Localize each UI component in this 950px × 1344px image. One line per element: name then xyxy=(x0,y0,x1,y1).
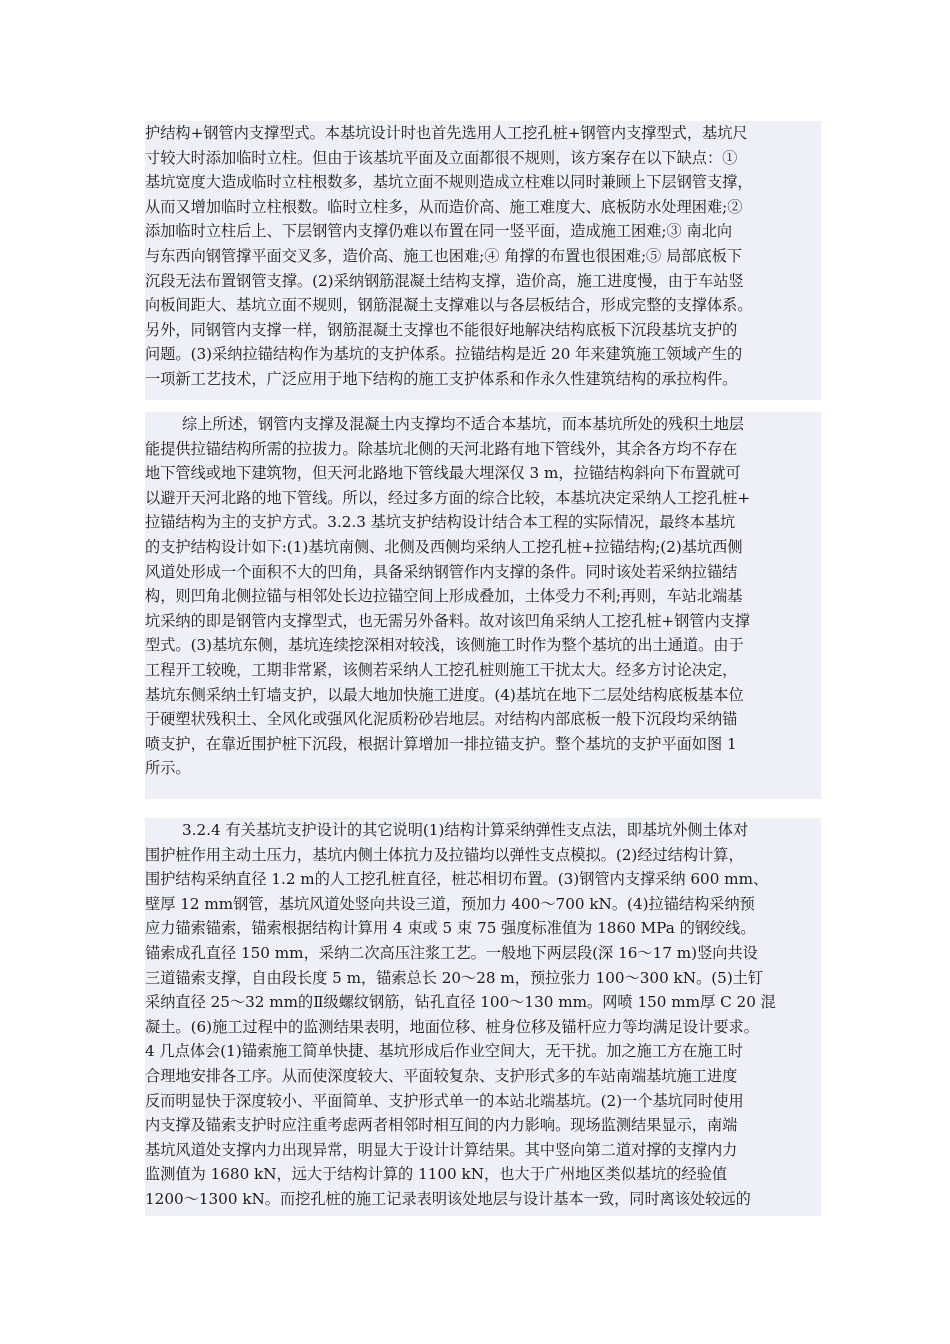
text-line: 1200～1300 kN。而挖孔桩的施工记录表明该处地层与设计基本一致，同时离该处较远的 xyxy=(145,1189,751,1208)
paragraph-2 xyxy=(145,412,821,799)
text-line: 一项新工艺技术，广泛应用于地下结构的施工支护体系和作永久性建筑结构的承拉构件。 xyxy=(145,369,738,388)
paragraph-3 xyxy=(145,818,821,1216)
text-line: 监测值为 1680 kN，远大于结构计算的 1100 kN，也大于广州地区类似基坑的经验值 xyxy=(145,1165,728,1184)
text-line: 沉段无法布置钢管支撑。(2)采纳钢筋混凝土结构支撑，造价高，施工进度慢，由于车站竖 xyxy=(145,271,744,290)
text-line: 合理地安排各工序。从而使深度较大、平面较复杂、支护形式多的车站南端基坑施工进度 xyxy=(145,1066,738,1085)
text-line: 内支撑及锚索支护时应注重考虑两者相邻时相互间的内力影响。现场监测结果显示，南端 xyxy=(145,1116,738,1135)
text-line: 基坑宽度大造成临时立柱根数多，基坑立面不规则造成立柱难以同时兼顾上下层钢管支撑， xyxy=(145,173,753,192)
text-line: 围护桩作用主动土压力，基坑内侧土体抗力及拉锚均以弹性支点模拟。(2)经过结构计算， xyxy=(145,845,744,864)
text-line: 的支护结构设计如下:(1)基坑南侧、北侧及西侧均采纳人工挖孔桩+拉锚结构;(2)基坑西侧 xyxy=(145,537,743,556)
text-line: 坑采纳的即是钢管内支撑型式，也无需另外备料。故对该凹角采纳人工挖孔桩+钢管内支撑 xyxy=(145,611,751,630)
text-line: 4 几点体会(1)锚索施工简单快捷、基坑形成后作业空间大，无干扰。加之施工方在施工时 xyxy=(145,1042,743,1061)
text-line: 从而又增加临时立柱根数。临时立柱多，从而造价高、施工难度大、底板防水处理困难;② xyxy=(145,197,743,216)
text-line: 反而明显快于深度较小、平面简单、支护形式单一的本站北端基坑。(2)一个基坑同时使用 xyxy=(145,1091,744,1110)
text-line: 所示。 xyxy=(145,759,191,778)
text-line: 拉锚结构为主的支护方式。3.2.3 基坑支护结构设计结合本工程的实际情况，最终本基坑 xyxy=(145,513,736,532)
text-line: 锚索成孔直径 150 mm，采纳二次高压注浆工艺。一般地下两层段(深 16～17 m)竖向共设 xyxy=(145,943,758,962)
text-line: 护结构+钢管内支撑型式。本基坑设计时也首先选用人工挖孔桩+钢管内支撑型式，基坑尺 xyxy=(145,124,748,142)
text-line: 地下管线或地下建筑物，但天河北路地下管线最大埋深仅 3 m，拉锚结构斜向下布置就可 xyxy=(145,464,741,483)
text-line: 风道处形成一个面积不大的凹角，具备采纳钢管作内支撑的条件。同时该处若采纳拉锚结 xyxy=(145,562,738,581)
text-line: 能提供拉锚结构所需的拉拔力。除基坑北侧的天河北路有地下管线外，其余各方均不存在 xyxy=(145,439,738,458)
text-line: 凝土。(6)施工过程中的监测结果表明，地面位移、桩身位移及锚杆应力等均满足设计要求。 xyxy=(145,1017,759,1036)
text-line: 基坑风道处支撑内力出现异常，明显大于设计计算结果。其中竖向第二道对撑的支撑内力 xyxy=(145,1140,738,1159)
text-line: 以避开天河北路的地下管线。所以，经过多方面的综合比较，本基坑决定采纳人工挖孔桩+ xyxy=(145,488,751,507)
text-line: 与东西向钢管撑平面交叉多，造价高、施工也困难;④ 角撑的布置也很困难;⑤ 局部底板下 xyxy=(145,246,743,265)
text-line: 构，则凹角北侧拉锚与相邻处长边拉锚空间上形成叠加，土体受力不利;再则，车站北端基 xyxy=(145,587,743,606)
text-line: 向板间距大、基坑立面不规则，钢筋混凝土支撑难以与各层板结合，形成完整的支撑体系。 xyxy=(145,296,753,315)
text-line: 型式。(3)基坑东侧，基坑连续挖深相对较浅，该侧施工时作为整个基坑的出土通道。由于 xyxy=(145,636,744,655)
text-line: 壁厚 12 mm钢管，基坑风道处竖向共设三道，预加力 400～700 kN。(4)拉锚结构采纳预 xyxy=(145,894,755,913)
paragraph-1 xyxy=(145,121,821,400)
text-line: 3.2.4 有关基坑支护设计的其它说明(1)结构计算采纳弹性支点法，即基坑外侧土体对 xyxy=(182,821,749,839)
text-line: 三道锚索支撑，自由段长度 5 m，锚索总长 20～28 m，预拉张力 100～300 kN。(5)土钉 xyxy=(145,968,764,987)
text-line: 应力锚索锚索，锚索根据结构计算用 4 束或 5 束 75 强度标准值为 1860 MPa 的钢绞线。 xyxy=(145,919,756,938)
text-line: 喷支护，在靠近围护桩下沉段，根据计算增加一排拉锚支护。整个基坑的支护平面如图 1 xyxy=(145,734,737,753)
text-line: 添加临时立柱后上、下层钢管内支撑仍难以布置在同一竖平面，造成施工困难;③ 南北向 xyxy=(145,222,733,241)
text-line: 综上所述，钢管内支撑及混凝土内支撑均不适合本基坑，而本基坑所处的残积土地层 xyxy=(182,415,744,433)
text-line: 围护结构采纳直径 1.2 m的人工挖孔桩直径，桩芯相切布置。(3)钢管内支撑采纳 600 mm、 xyxy=(145,870,769,889)
text-line: 基坑东侧采纳土钉墙支护，以最大地加快施工进度。(4)基坑在地下二层处结构底板基本位 xyxy=(145,685,744,704)
text-line: 于硬塑状残积土、全风化或强风化泥质粉砂岩地层。对结构内部底板一般下沉段均采纳锚 xyxy=(145,710,738,729)
text-line: 问题。(3)采纳拉锚结构作为基坑的支护体系。拉锚结构是近 20 年来建筑施工领域产生的 xyxy=(145,345,743,364)
text-line: 寸较大时添加临时立柱。但由于该基坑平面及立面都很不规则，该方案存在以下缺点：① xyxy=(145,148,738,167)
text-line: 另外，同钢管内支撑一样，钢筋混凝土支撑也不能很好地解决结构底板下沉段基坑支护的 xyxy=(145,320,738,339)
text-line: 采纳直径 25～32 mm的Ⅱ级螺纹钢筋，钻孔直径 100～130 mm。网喷 150 mm厚 C 20 混 xyxy=(145,993,776,1012)
text-line: 工程开工较晚，工期非常紧，该侧若采纳人工挖孔桩则施工干扰太大。经多方讨论决定， xyxy=(145,660,738,679)
